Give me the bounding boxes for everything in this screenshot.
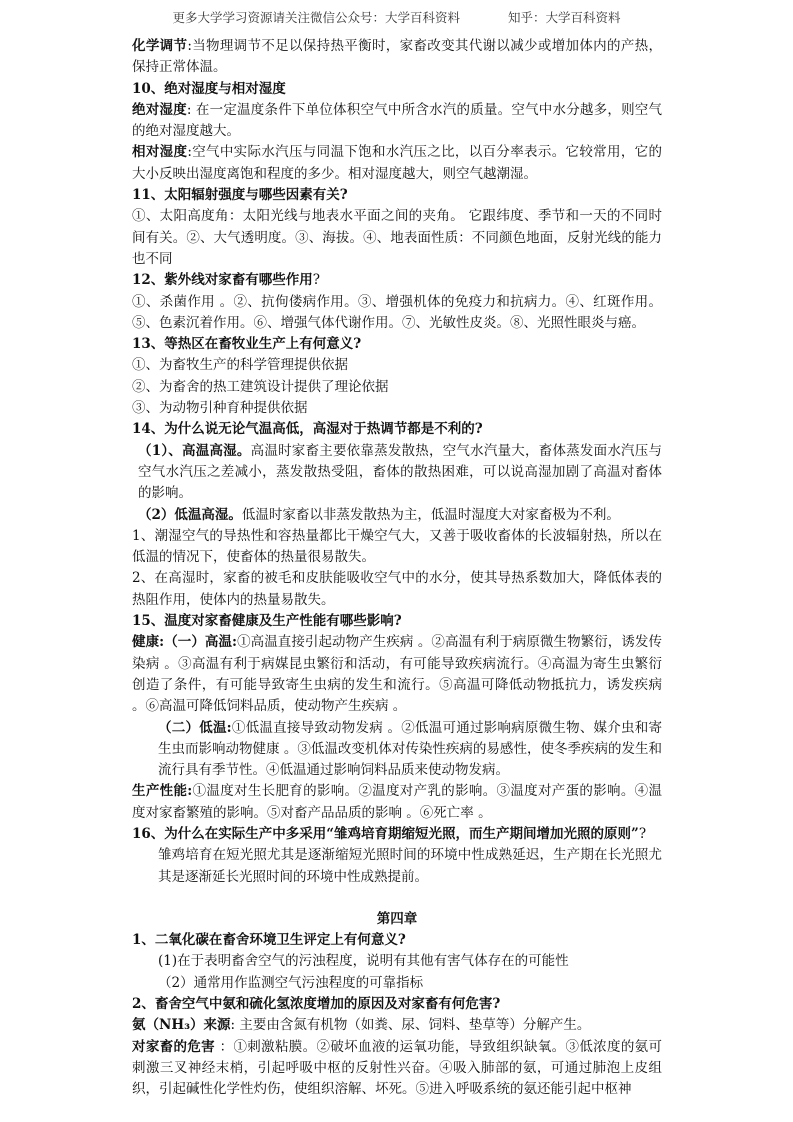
paragraph [132,206,662,270]
paragraph-text: ①、杀菌作用 。②、抗佝偻病作用。③、增强机体的免疫力和抗病力。④、红斑作用。⑤、色素沉着作用。⑥、增强气体代谢作用。⑦、光敏性皮炎。⑧、光照性眼炎与癌。 [132,293,662,331]
paragraph [132,100,662,143]
paragraph [132,505,662,526]
paragraph-bold-lead: （二）低温: [158,719,232,736]
paragraph [132,419,662,440]
paragraph-bold-lead: 10、绝对湿度与相对湿度 [132,80,286,97]
paragraph-text: ①低温直接导致动物发病 。②低温可通过影响病原微生物、媒介虫和寄生虫而影响动物健康 。③低温改变机体对传染性疾病的易感性，使冬季疾病的发生和流行具有季节性。④低温通过影响饲料品质来使动物发病。 [158,719,663,779]
paragraph-text: ①、太阳高度角：太阳光线与地表水平面之间的夹角。 它跟纬度、季节和一天的不同时间有关。②、大气透明度。③、海拔。④、地表面性质：不同颜色地面，反射光线的能力也不同 [132,208,662,267]
paragraph-text: ? [638,825,647,842]
paragraph-text: 高温时家畜主要依靠蒸发散热，空气水汽量大，畜体蒸发面水汽压与空气水汽压之差减小，蒸发散热受阻，畜体的散热困难，可以说高湿加剧了高温对畜体的影响。 [138,442,662,502]
paragraph-text: : 在一定温度条件下单位体积空气中所含水汽的质量。空气中水分越多，则空气的绝对湿度越大。 [132,101,662,140]
paragraph-bold-lead: 12、紫外线对家畜有哪些作用 [132,272,313,289]
paragraph [132,292,662,335]
paragraph [132,142,662,185]
paragraph-text: :当物理调节不足以保持热平衡时，家畜改变其代谢以减少或增加体内的产热，保持正常体温。 [132,38,662,76]
paragraph-text: 1、潮湿空气的导热性和容热量都比干燥空气大，又善于吸收畜体的长波辐射热，所以在低温的情况下，使畜体的热量很易散失。 [132,527,662,566]
paragraph-text: ③、为动物引种育种提供依据 [132,400,308,417]
paragraph-text: ①、为畜牧生产的科学管理提供依据 [132,357,348,374]
paragraph [132,355,662,376]
paragraph-text: 雏鸡培育在短光照尤其是逐渐缩短光照时间的环境中性成熟延迟，生产期在长光照尤其是逐渐延长光照时间的环境中性成熟提前。 [158,847,662,885]
paragraph-bold-lead: 生产性能: [132,783,193,800]
paragraph [132,845,662,888]
paragraph [132,526,662,569]
paragraph [132,994,662,1015]
paragraph [132,36,662,79]
paragraph [132,185,662,206]
paragraph-bold-lead: 相对湿度 [132,144,188,161]
paragraph-bold-lead: 14、为什么说无论气温高低，高湿对于热调节都是不利的? [132,421,483,438]
paragraph-bold-lead: 绝对湿度 [132,101,187,118]
paragraph [132,930,662,951]
paragraph-text: ? [312,272,321,289]
paragraph-bold-lead: 对家畜的危害 [132,1038,216,1055]
paragraph [132,568,662,611]
paragraph [132,270,662,291]
paragraph [132,79,662,100]
paragraph [132,973,662,994]
paragraph-text: (1)在于表明畜舍空气的污浊程度，说明有其他有害气体存在的可能性 [158,953,569,970]
paragraph-bold-lead: 2、畜舍空气中氨和硫化氢浓度增加的原因及对家畜有何危害? [132,996,501,1013]
paragraph-bold-lead: 13、等热区在畜牧业生产上有何意义? [132,336,362,353]
paragraph [132,1015,662,1036]
paragraph-text: :空气中实际水汽压与同温下饱和水汽压之比，以百分率表示。它较常用，它的大小反映出湿度离饱和程度的多少。相对湿度越大，则空气越潮湿。 [132,144,662,182]
paragraph [132,824,662,845]
chapter-heading [132,909,662,930]
paragraph-text: （2）通常用作监测空气污浊程度的可靠指标 [158,974,424,991]
header-zhihu-notice: 知乎：大学百科资料 [507,10,621,25]
paragraph-text: ：①刺激粘膜。②破坏血液的运氧功能，导致组织缺氧。③低浓度的氨可刺激三叉神经末梢，引起呼吸中枢的反射性兴奋。④吸入肺部的氨，可通过肺泡上皮组织，引起碱性化学性灼伤，使组织溶解、坏死。⑤进入呼吸系统的氨还能引起中枢神 [132,1038,663,1098]
paragraph-bold-lead: 健康:（一）高温: [132,634,238,651]
paragraph-bold-lead: 16、为什么在实际生产中多采用“雏鸡培育期缩短光照，而生产期间增加光照的原则” [132,825,639,842]
paragraph [132,781,662,824]
paragraph-text: ②、为畜舍的热工建筑设计提供了理论依据 [132,378,389,395]
paragraph-bold-lead: （1）、高温高湿。 [138,442,251,459]
paragraph [132,377,662,398]
paragraph-text: : 主要由含氮有机物（如粪、尿、饲料、垫草等）分解产生。 [230,1017,591,1034]
paragraph-bold-lead: 11、太阳辐射强度与哪些因素有关? [132,187,348,204]
paragraph [132,1037,662,1101]
paragraph [132,611,662,632]
header-wechat-notice: 更多大学学习资源请关注微信公众号：大学百科资料 [172,10,460,25]
paragraph [132,632,662,717]
paragraph [132,334,662,355]
paragraph-text: 2、在高湿时，家畜的被毛和皮肤能吸收空气中的水分，使其导热系数加大，降低体表的热阻作用，使体内的热量易散失。 [132,570,662,608]
document-body [132,36,662,1101]
paragraph-bold-lead: （2）低温高湿。 [138,506,242,523]
paragraph-bold-lead: 第四章 [376,910,418,927]
paragraph-bold-lead: 氨（NH₃）来源 [132,1017,231,1034]
paragraph [132,441,662,505]
paragraph-text: ①温度对生长肥育的影响。②温度对产乳的影响。③温度对产蛋的影响。④温度对家畜繁殖的影响。⑤对畜产品品质的影响 。⑥死亡率 。 [132,783,662,821]
paragraph-text: ①高温直接引起动物产生疾病 。②高温有利于病原微生物繁衍，诱发传染病 。③高温有利于病媒昆虫繁衍和活动，有可能导致疾病流行。④高温为寄生虫繁衍创造了条件，有可能导致寄生虫病的发生和流行。⑤高温可降低动物抵抗力，诱发疾病 。⑥高温可降低饲料品质，使动物产生疾病 。 [132,634,662,715]
paragraph-bold-lead: 15、温度对家畜健康及生产性能有哪些影响? [132,613,402,630]
paragraph [132,718,662,782]
paragraph [132,951,662,972]
paragraph-bold-lead: 化学调节 [132,38,188,54]
paragraph [132,398,662,419]
paragraph-bold-lead: 1、二氧化碳在畜舍环境卫生评定上有何意义? [132,932,406,949]
page-header [0,8,793,26]
paragraph-text: 低温时家畜以非蒸发散热为主，低温时湿度大对家畜极为不利。 [241,506,620,523]
